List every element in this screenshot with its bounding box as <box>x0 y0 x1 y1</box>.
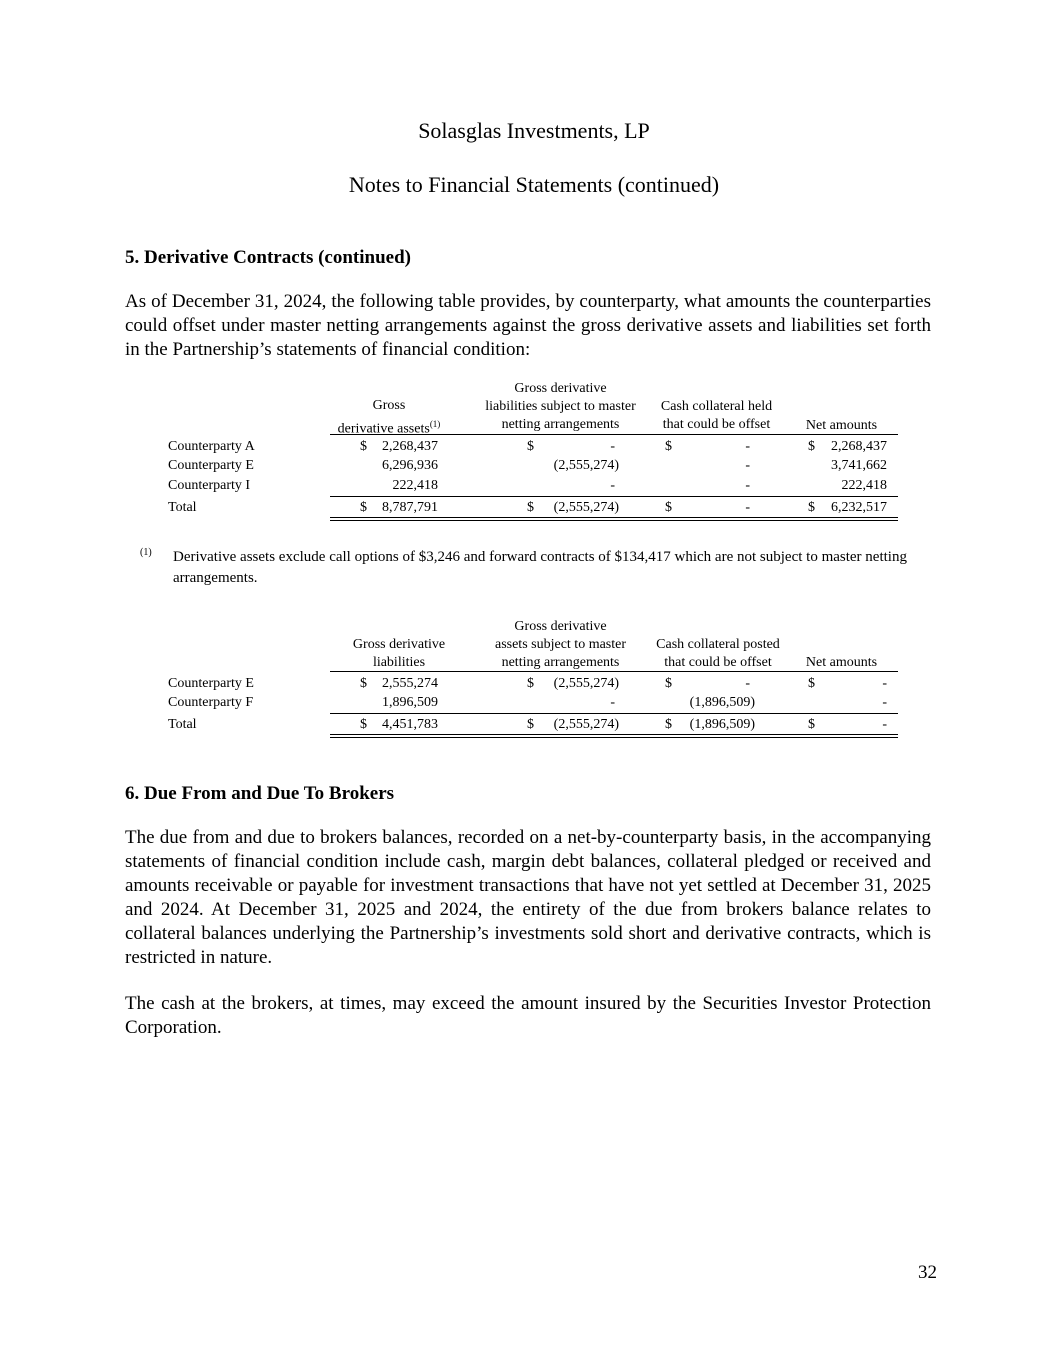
row-label: Counterparty F <box>168 695 254 710</box>
footnote-text: Derivative assets exclude call options of $3,246 and forward contracts of $134,417 which are not subject to master netting arrangements. <box>173 549 907 586</box>
header-line: Gross derivative <box>514 619 607 634</box>
header-line: Gross derivative <box>514 381 607 396</box>
header-line: Gross derivative <box>352 637 446 652</box>
dollar: $ <box>665 439 672 454</box>
section-5-heading: 5. Derivative Contracts (continued) <box>125 247 412 268</box>
value: - <box>882 717 887 732</box>
section-6-paragraph-2: The cash at the brokers, at times, may exceed the amount insured by the Securities Investor Protection Corporation. <box>125 993 931 1038</box>
table-row <box>168 476 898 496</box>
header-line: liabilities <box>372 655 426 670</box>
dollar: $ <box>665 500 672 515</box>
dollar: $ <box>527 676 534 691</box>
subtotal-rule <box>330 713 898 714</box>
value: - <box>610 478 615 493</box>
total-row <box>168 715 898 735</box>
col-header-net: Net amounts <box>805 655 878 670</box>
value: 8,787,791 <box>382 500 438 515</box>
section-6-paragraph-1: The due from and due to brokers balances, recorded on a net-by-counterparty basis, in the accompanying statements of financial condition include cash, margin debt balances, collateral pledged or received and amounts receivable or payable for investment transactions that have not yet settled at December 31, 2025 and 2024. At December 31, 2025 and 2024, the entirety of the due from brokers balance relates to collateral balances underlying the Partnership’s investments sold short and derivative contracts, which is restricted in nature. <box>125 827 931 968</box>
row-label: Counterparty A <box>168 439 255 454</box>
value: (1,896,509) <box>689 695 755 710</box>
header-rule <box>330 671 898 672</box>
header-line: assets subject to master <box>494 637 627 652</box>
offset-assets-table <box>168 380 898 520</box>
row-label: Total <box>168 500 197 515</box>
value: 4,451,783 <box>382 717 438 732</box>
value: 2,268,437 <box>382 439 438 454</box>
dollar: $ <box>360 439 367 454</box>
value: 2,555,274 <box>382 676 438 691</box>
header-line: that could be offset <box>664 655 772 670</box>
total-row <box>168 498 898 518</box>
header-line: Gross <box>372 398 406 413</box>
dollar: $ <box>527 717 534 732</box>
col-header-cash-collateral <box>643 636 793 672</box>
value: (2,555,274) <box>553 676 619 691</box>
value: - <box>745 500 750 515</box>
col-header-gross-assets <box>468 618 653 672</box>
footnote-ref: (1) <box>429 419 441 429</box>
value: - <box>882 695 887 710</box>
value: - <box>745 458 750 473</box>
dollar: $ <box>808 717 815 732</box>
offset-liabilities-table <box>168 618 898 743</box>
value: 6,296,936 <box>382 458 438 473</box>
header-line: netting arrangements <box>501 417 620 432</box>
value: - <box>745 439 750 454</box>
table-row <box>168 674 898 694</box>
header-line: liabilities subject to master <box>485 399 636 414</box>
dollar: $ <box>527 439 534 454</box>
header-line: netting arrangements <box>501 655 620 670</box>
value: (2,555,274) <box>553 717 619 732</box>
col-header-gross-assets <box>330 397 448 439</box>
value: - <box>610 695 615 710</box>
dollar: $ <box>665 676 672 691</box>
dollar: $ <box>360 717 367 732</box>
header-line: Cash collateral held <box>660 399 773 414</box>
section-6-heading: 6. Due From and Due To Brokers <box>125 783 395 804</box>
dollar: $ <box>808 676 815 691</box>
table-row <box>168 693 898 713</box>
dollar: $ <box>665 717 672 732</box>
header-line: Cash collateral posted <box>656 637 780 652</box>
value: - <box>745 478 750 493</box>
value: 3,741,662 <box>831 458 887 473</box>
value: - <box>882 676 887 691</box>
double-total-rule <box>330 734 898 738</box>
dollar: $ <box>808 500 815 515</box>
value: 1,896,509 <box>382 695 438 710</box>
page-subtitle: Notes to Financial Statements (continued) <box>348 172 720 197</box>
dollar: $ <box>808 439 815 454</box>
company-name: Solasglas Investments, LP <box>418 118 650 143</box>
header-line: derivative assets <box>337 421 430 437</box>
double-total-rule <box>330 517 898 521</box>
section-5-intro: As of December 31, 2024, the following table provides, by counterparty, what amounts the counterparties could offset under master netting arrangements against the gross derivative assets and liabilities set forth in the Partnership’s statements of financial condition: <box>125 291 931 360</box>
value: - <box>745 676 750 691</box>
value: (1,896,509) <box>689 717 755 732</box>
footnote-marker: (1) <box>140 547 152 558</box>
header-line: that could be offset <box>662 417 771 432</box>
value: (2,555,274) <box>553 458 619 473</box>
col-header-net: Net amounts <box>805 418 878 433</box>
table-row <box>168 456 898 476</box>
dollar: $ <box>527 500 534 515</box>
dollar: $ <box>360 500 367 515</box>
page-number: 32 <box>918 1262 937 1283</box>
table-row <box>168 437 898 457</box>
row-label: Counterparty E <box>168 458 254 473</box>
col-header-cash-collateral <box>648 398 785 434</box>
dollar: $ <box>360 676 367 691</box>
value: 222,418 <box>392 478 438 493</box>
value: 2,268,437 <box>831 439 887 454</box>
value: (2,555,274) <box>553 500 619 515</box>
row-label: Counterparty I <box>168 478 251 493</box>
value: - <box>610 439 615 454</box>
header-rule <box>330 434 898 435</box>
row-label: Total <box>168 717 197 732</box>
col-header-gross-liabilities <box>468 380 653 434</box>
subtotal-rule <box>330 496 898 497</box>
row-label: Counterparty E <box>168 676 254 691</box>
col-header-gross-liabilities <box>330 636 468 672</box>
value: 6,232,517 <box>831 500 887 515</box>
value: 222,418 <box>841 478 887 493</box>
